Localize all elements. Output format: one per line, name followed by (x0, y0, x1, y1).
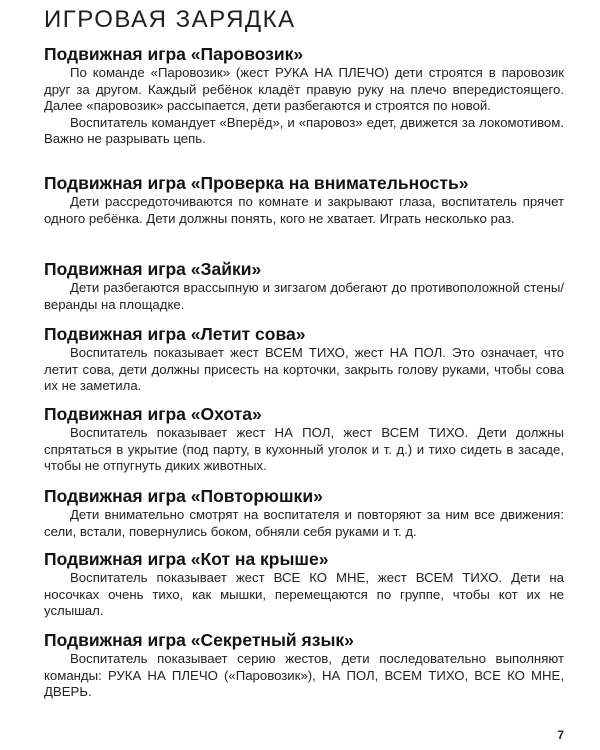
section-paragraph: Воспитатель командует «Вперёд», и «паровоз» едет, движется за локомотивом. Важно не разрывать цепь. (44, 114, 564, 147)
section-heading: Подвижная игра «Повторюшки» (44, 486, 323, 506)
section-paragraph: Воспитатель показывает жест ВСЕМ ТИХО, жест НА ПОЛ. Это означает, что летит сова, дети должны присесть на корточки, закрыть голову руками, чтобы сова их не заметила. (44, 345, 564, 394)
section-paragraph: Воспитатель показывает серию жестов, дети последовательно выполняют команды: РУКА НА ПЛЕЧО («Паровозик»), НА ПОЛ, ВСЕМ ТИХО, ВСЕ КО МНЕ, ДВЕРЬ. (44, 651, 564, 700)
section-paragraph: По команде «Паровозик» (жест РУКА НА ПЛЕЧО) дети строятся в паровозик друг за другом. Каждый ребёнок кладёт правую руку на плечо впередистоящего. Далее «паровозик» рассыпается, дети разбегаются и строятся по новой. (44, 65, 564, 114)
section-attentiveness (44, 172, 564, 227)
page-number: 7 (557, 728, 564, 742)
section-paragraph: Дети внимательно смотрят на воспитателя и повторяют за ним все движения: сели, встали, повернулись боком, обняли себя руками и т. д. (44, 507, 564, 539)
section-heading: Подвижная игра «Паровозик» (44, 44, 304, 64)
section-paragraph: Воспитатель показывает жест НА ПОЛ, жест ВСЕМ ТИХО. Дети должны спрятаться в укрытие (под парту, в кухонный уголок и т. д.) и тихо сидеть в засаде, чтобы не отпугнуть диких животных. (44, 425, 564, 474)
section-heading: Подвижная игра «Летит сова» (44, 324, 306, 344)
section-heading: Подвижная игра «Секретный язык» (44, 630, 354, 650)
section-heading: Подвижная игра «Зайки» (44, 259, 262, 279)
section-cat-on-roof (44, 548, 564, 620)
section-secret-language (44, 629, 564, 701)
section-heading: Подвижная игра «Проверка на внимательность» (44, 173, 469, 193)
section-paragraph: Дети рассредоточиваются по комнате и закрывают глаза, воспитатель прячет одного ребёнка. Дети должны понять, кого не хватает. Играть несколько раз. (44, 194, 564, 226)
page-title: ИГРОВАЯ ЗАРЯДКА (44, 6, 296, 33)
section-hunt (44, 403, 564, 475)
section-owl (44, 323, 564, 395)
section-heading: Подвижная игра «Кот на крыше» (44, 549, 329, 569)
section-paragraph: Дети разбегаются врассыпную и зигзагом добегают до противоположной стены/веранды на площадке. (44, 280, 564, 312)
section-copycats (44, 485, 564, 540)
section-bunnies (44, 258, 564, 313)
section-paragraph: Воспитатель показывает жест ВСЕ КО МНЕ, жест ВСЕМ ТИХО. Дети на носочках очень тихо, как мышки, перемещаются по группе, чтобы кот их не услышал. (44, 570, 564, 619)
section-heading: Подвижная игра «Охота» (44, 404, 262, 424)
section-parovozik (44, 43, 564, 148)
